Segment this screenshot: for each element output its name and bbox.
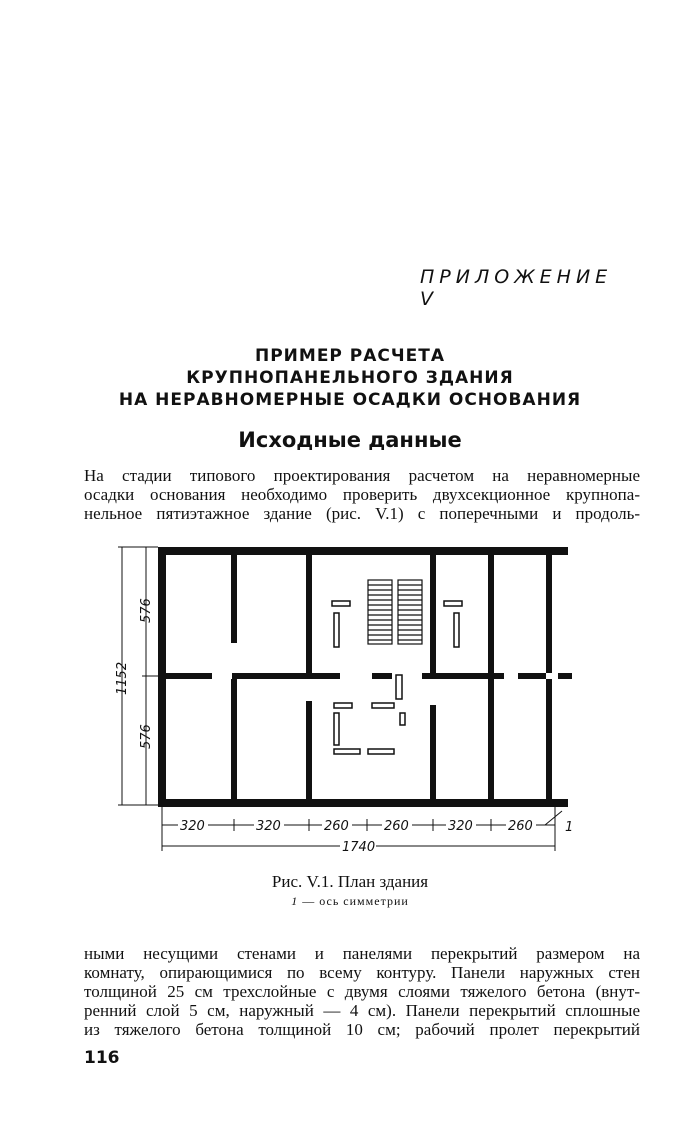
paragraph-1-line-1: На стадии типового проектирования расчетом на неравномерные	[84, 466, 640, 485]
paragraph-2	[84, 944, 640, 1039]
dim-horizontal-4: 260	[384, 819, 409, 834]
appendix-heading: ПРИЛОЖЕНИЕ V	[420, 266, 613, 310]
paragraph-2-line-4: ренний слой 5 см, наружный — 4 см). Панели перекрытий сплошные	[84, 1001, 640, 1020]
legend-number: 1	[291, 894, 299, 908]
paragraph-2-line-5: из тяжелого бетона толщиной 10 см; рабочий пролет перекрытий	[84, 1020, 640, 1039]
title-line-2: КРУПНОПАНЕЛЬНОГО ЗДАНИЯ	[186, 368, 514, 388]
exterior-walls	[158, 547, 568, 807]
transverse-walls-bottom	[231, 679, 552, 799]
section-heading: Исходные данные	[238, 428, 462, 452]
dim-horizontal-3: 260	[324, 819, 349, 834]
paragraph-2-line-3: толщиной 25 см трехслойные с двумя слоями тяжелого бетона (внут-	[84, 982, 640, 1001]
dim-vertical-total: 1152	[115, 661, 130, 695]
building-plan-figure	[100, 535, 600, 865]
corridor-wall	[166, 673, 572, 679]
dim-horizontal-5: 320	[448, 819, 473, 834]
title-line-3: НА НЕРАВНОМЕРНЫЕ ОСАДКИ ОСНОВАНИЯ	[118, 390, 582, 410]
dim-horizontal-1: 320	[180, 819, 205, 834]
paragraph-2-line-2: комнату, опирающимися по всему контуру. Панели наружных стен	[84, 963, 640, 982]
staircase	[368, 580, 422, 644]
paragraph-1-line-2: осадки основания необходимо проверить двухсекционное крупнопа-	[84, 485, 640, 504]
dim-vertical-bottom: 576	[139, 724, 154, 749]
paragraph-1	[84, 466, 640, 523]
legend-text: — ось симметрии	[302, 894, 409, 908]
dim-vertical-top: 576	[139, 598, 154, 623]
paragraph-1-line-3: нельное пятиэтажное здание (рис. V.1) с поперечными и продоль-	[84, 504, 640, 523]
page-number: 116	[84, 1048, 120, 1068]
dim-horizontal-2: 320	[256, 819, 281, 834]
paragraph-2-line-1: ными несущими стенами и панелями перекрытий размером на	[84, 944, 640, 963]
figure-legend	[150, 894, 550, 909]
symmetry-axis-marker: 1	[565, 820, 574, 835]
chapter-title	[80, 345, 620, 411]
dim-horizontal-total: 1740	[342, 840, 376, 855]
title-line-1: ПРИМЕР РАСЧЕТА	[254, 346, 446, 366]
dim-horizontal-6: 260	[508, 819, 533, 834]
figure-caption: Рис. V.1. План здания	[271, 872, 429, 891]
